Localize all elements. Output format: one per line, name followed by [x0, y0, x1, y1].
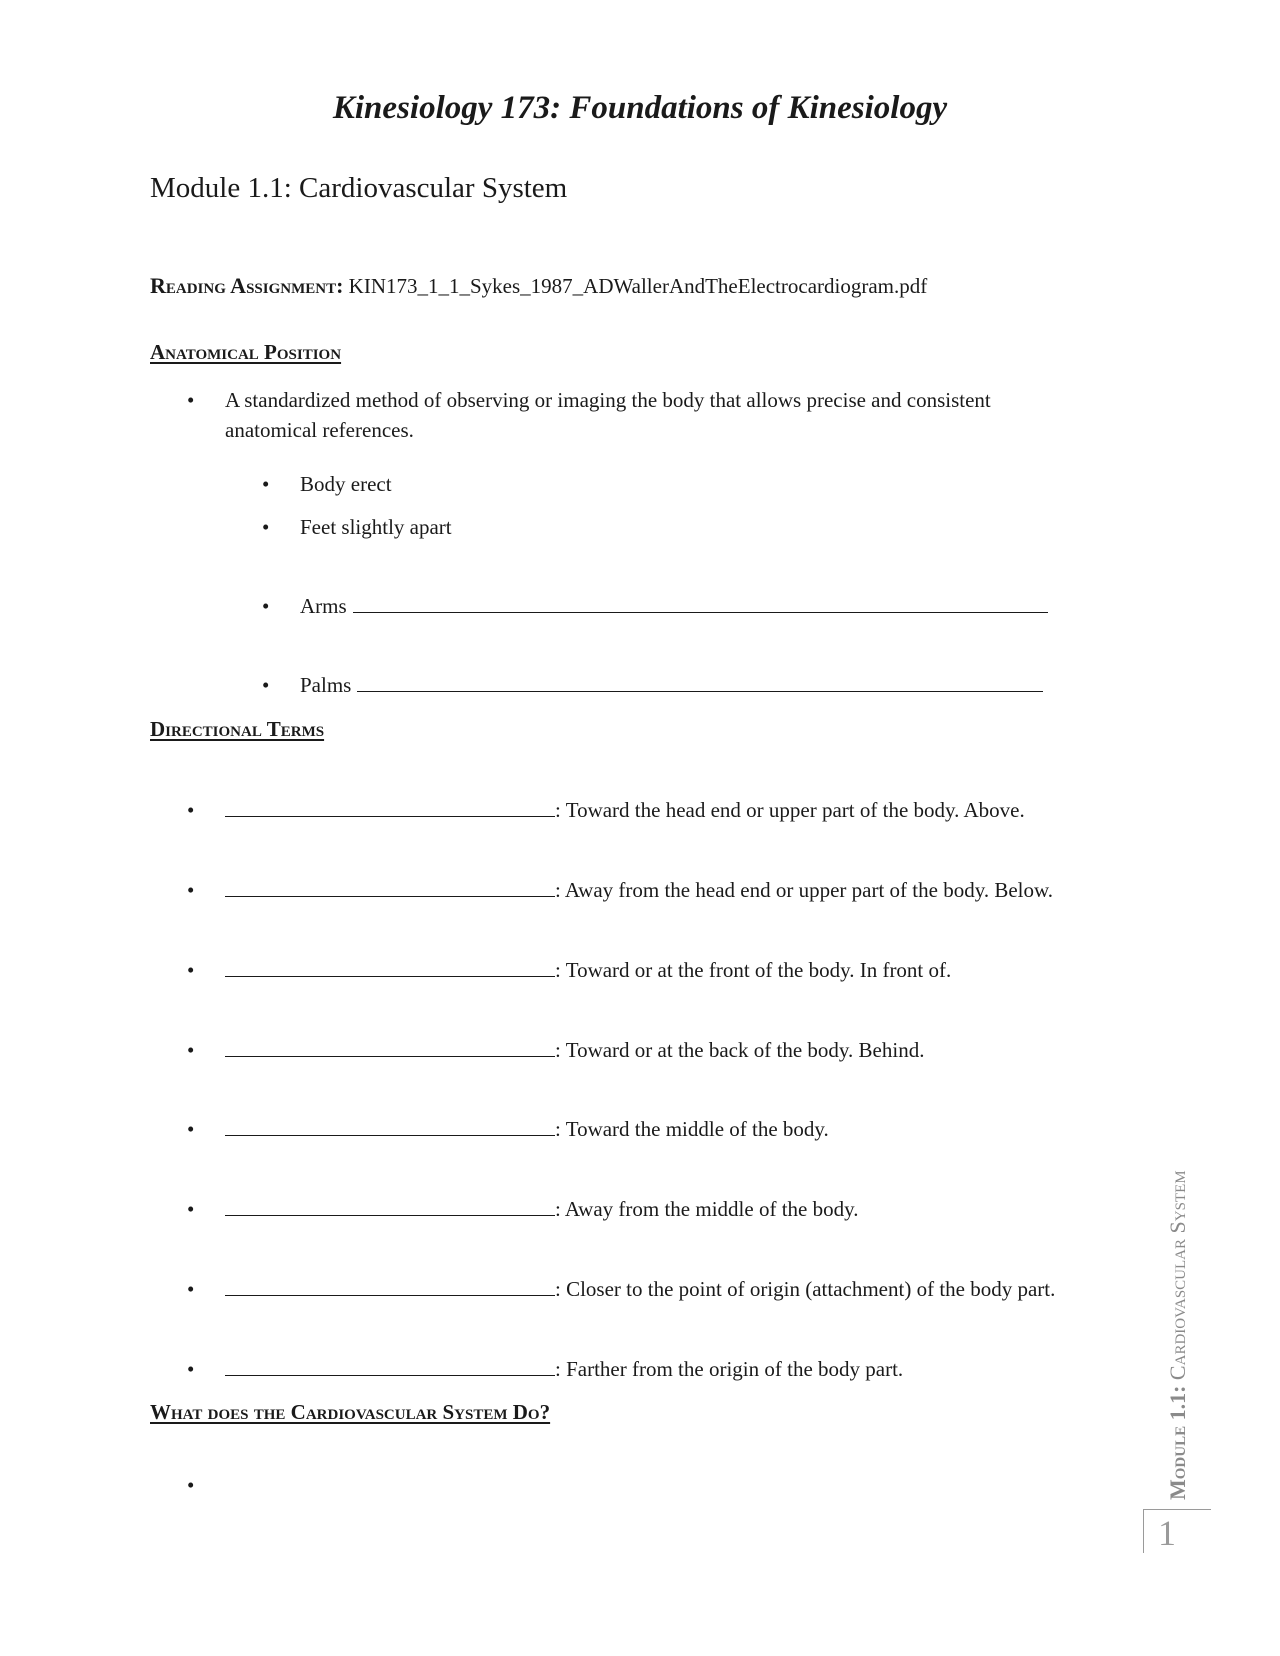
palms-answer-blank[interactable]: [357, 673, 1043, 692]
module-heading: Module 1.1: Cardiovascular System: [150, 172, 568, 204]
bullet-icon: •: [187, 1473, 195, 1497]
anatomical-sub-text: Palms: [300, 673, 352, 697]
bullet-icon: •: [262, 594, 270, 618]
bullet-icon: •: [187, 958, 195, 982]
page-number: 1: [1158, 1513, 1176, 1553]
cardio-function-heading: What does the Cardiovascular System Do?: [150, 1400, 551, 1424]
term-answer-blank[interactable]: [225, 1036, 555, 1057]
bullet-icon: •: [187, 798, 195, 822]
bullet-icon: •: [187, 878, 195, 902]
term-definition: : Closer to the point of origin (attachment) of the body part.: [555, 1277, 1056, 1301]
term-definition: : Toward or at the back of the body. Behind.: [555, 1038, 925, 1062]
term-answer-blank[interactable]: [225, 876, 555, 897]
anatomical-sub-text: Feet slightly apart: [300, 515, 452, 539]
sidebar-module-label: [1150, 1110, 1190, 1500]
bullet-icon: •: [187, 1357, 195, 1381]
bullet-icon: •: [262, 472, 270, 496]
term-definition: : Away from the head end or upper part of the body. Below.: [555, 878, 1054, 902]
reading-assignment-file: KIN173_1_1_Sykes_1987_ADWallerAndTheElectrocardiogram.pdf: [348, 274, 928, 298]
reading-assignment-label: Reading Assignment:: [150, 273, 344, 298]
page-number-rule-vertical: [1143, 1509, 1144, 1553]
anatomical-sub-text: Body erect: [300, 472, 392, 496]
term-answer-blank[interactable]: [225, 1355, 555, 1376]
bullet-icon: •: [187, 1117, 195, 1141]
bullet-icon: •: [262, 673, 270, 697]
term-answer-blank[interactable]: [225, 1115, 555, 1136]
term-answer-blank[interactable]: [225, 956, 555, 977]
reading-assignment: [150, 273, 927, 299]
sidebar-module-number: Module 1.1:: [1165, 1385, 1190, 1500]
anatomical-position-heading: Anatomical Position: [150, 340, 342, 364]
term-definition: : Toward the head end or upper part of the body. Above.: [555, 798, 1025, 822]
term-definition: : Away from the middle of the body.: [555, 1197, 859, 1221]
term-definition: : Toward the middle of the body.: [555, 1117, 829, 1141]
anatomical-sub-text: Arms: [300, 594, 347, 618]
term-answer-blank[interactable]: [225, 1195, 555, 1216]
sidebar-module-name: Cardiovascular System: [1165, 1170, 1190, 1381]
term-answer-blank[interactable]: [225, 796, 555, 817]
bullet-icon: •: [262, 515, 270, 539]
anatomical-intro-text: A standardized method of observing or imaging the body that allows precise and consistent anatomical references.: [225, 388, 991, 442]
bullet-icon: •: [187, 1197, 195, 1221]
directional-terms-heading: Directional Terms: [150, 717, 325, 741]
term-definition: : Farther from the origin of the body part.: [555, 1357, 904, 1381]
bullet-icon: •: [187, 1038, 195, 1062]
document-title: Kinesiology 173: Foundations of Kinesiology: [332, 90, 948, 126]
bullet-icon: •: [187, 1277, 195, 1301]
page-number-rule: [1143, 1509, 1211, 1510]
term-definition: : Toward or at the front of the body. In front of.: [555, 958, 952, 982]
arms-answer-blank[interactable]: [353, 594, 1048, 613]
term-answer-blank[interactable]: [225, 1275, 555, 1296]
bullet-icon: •: [187, 388, 195, 412]
